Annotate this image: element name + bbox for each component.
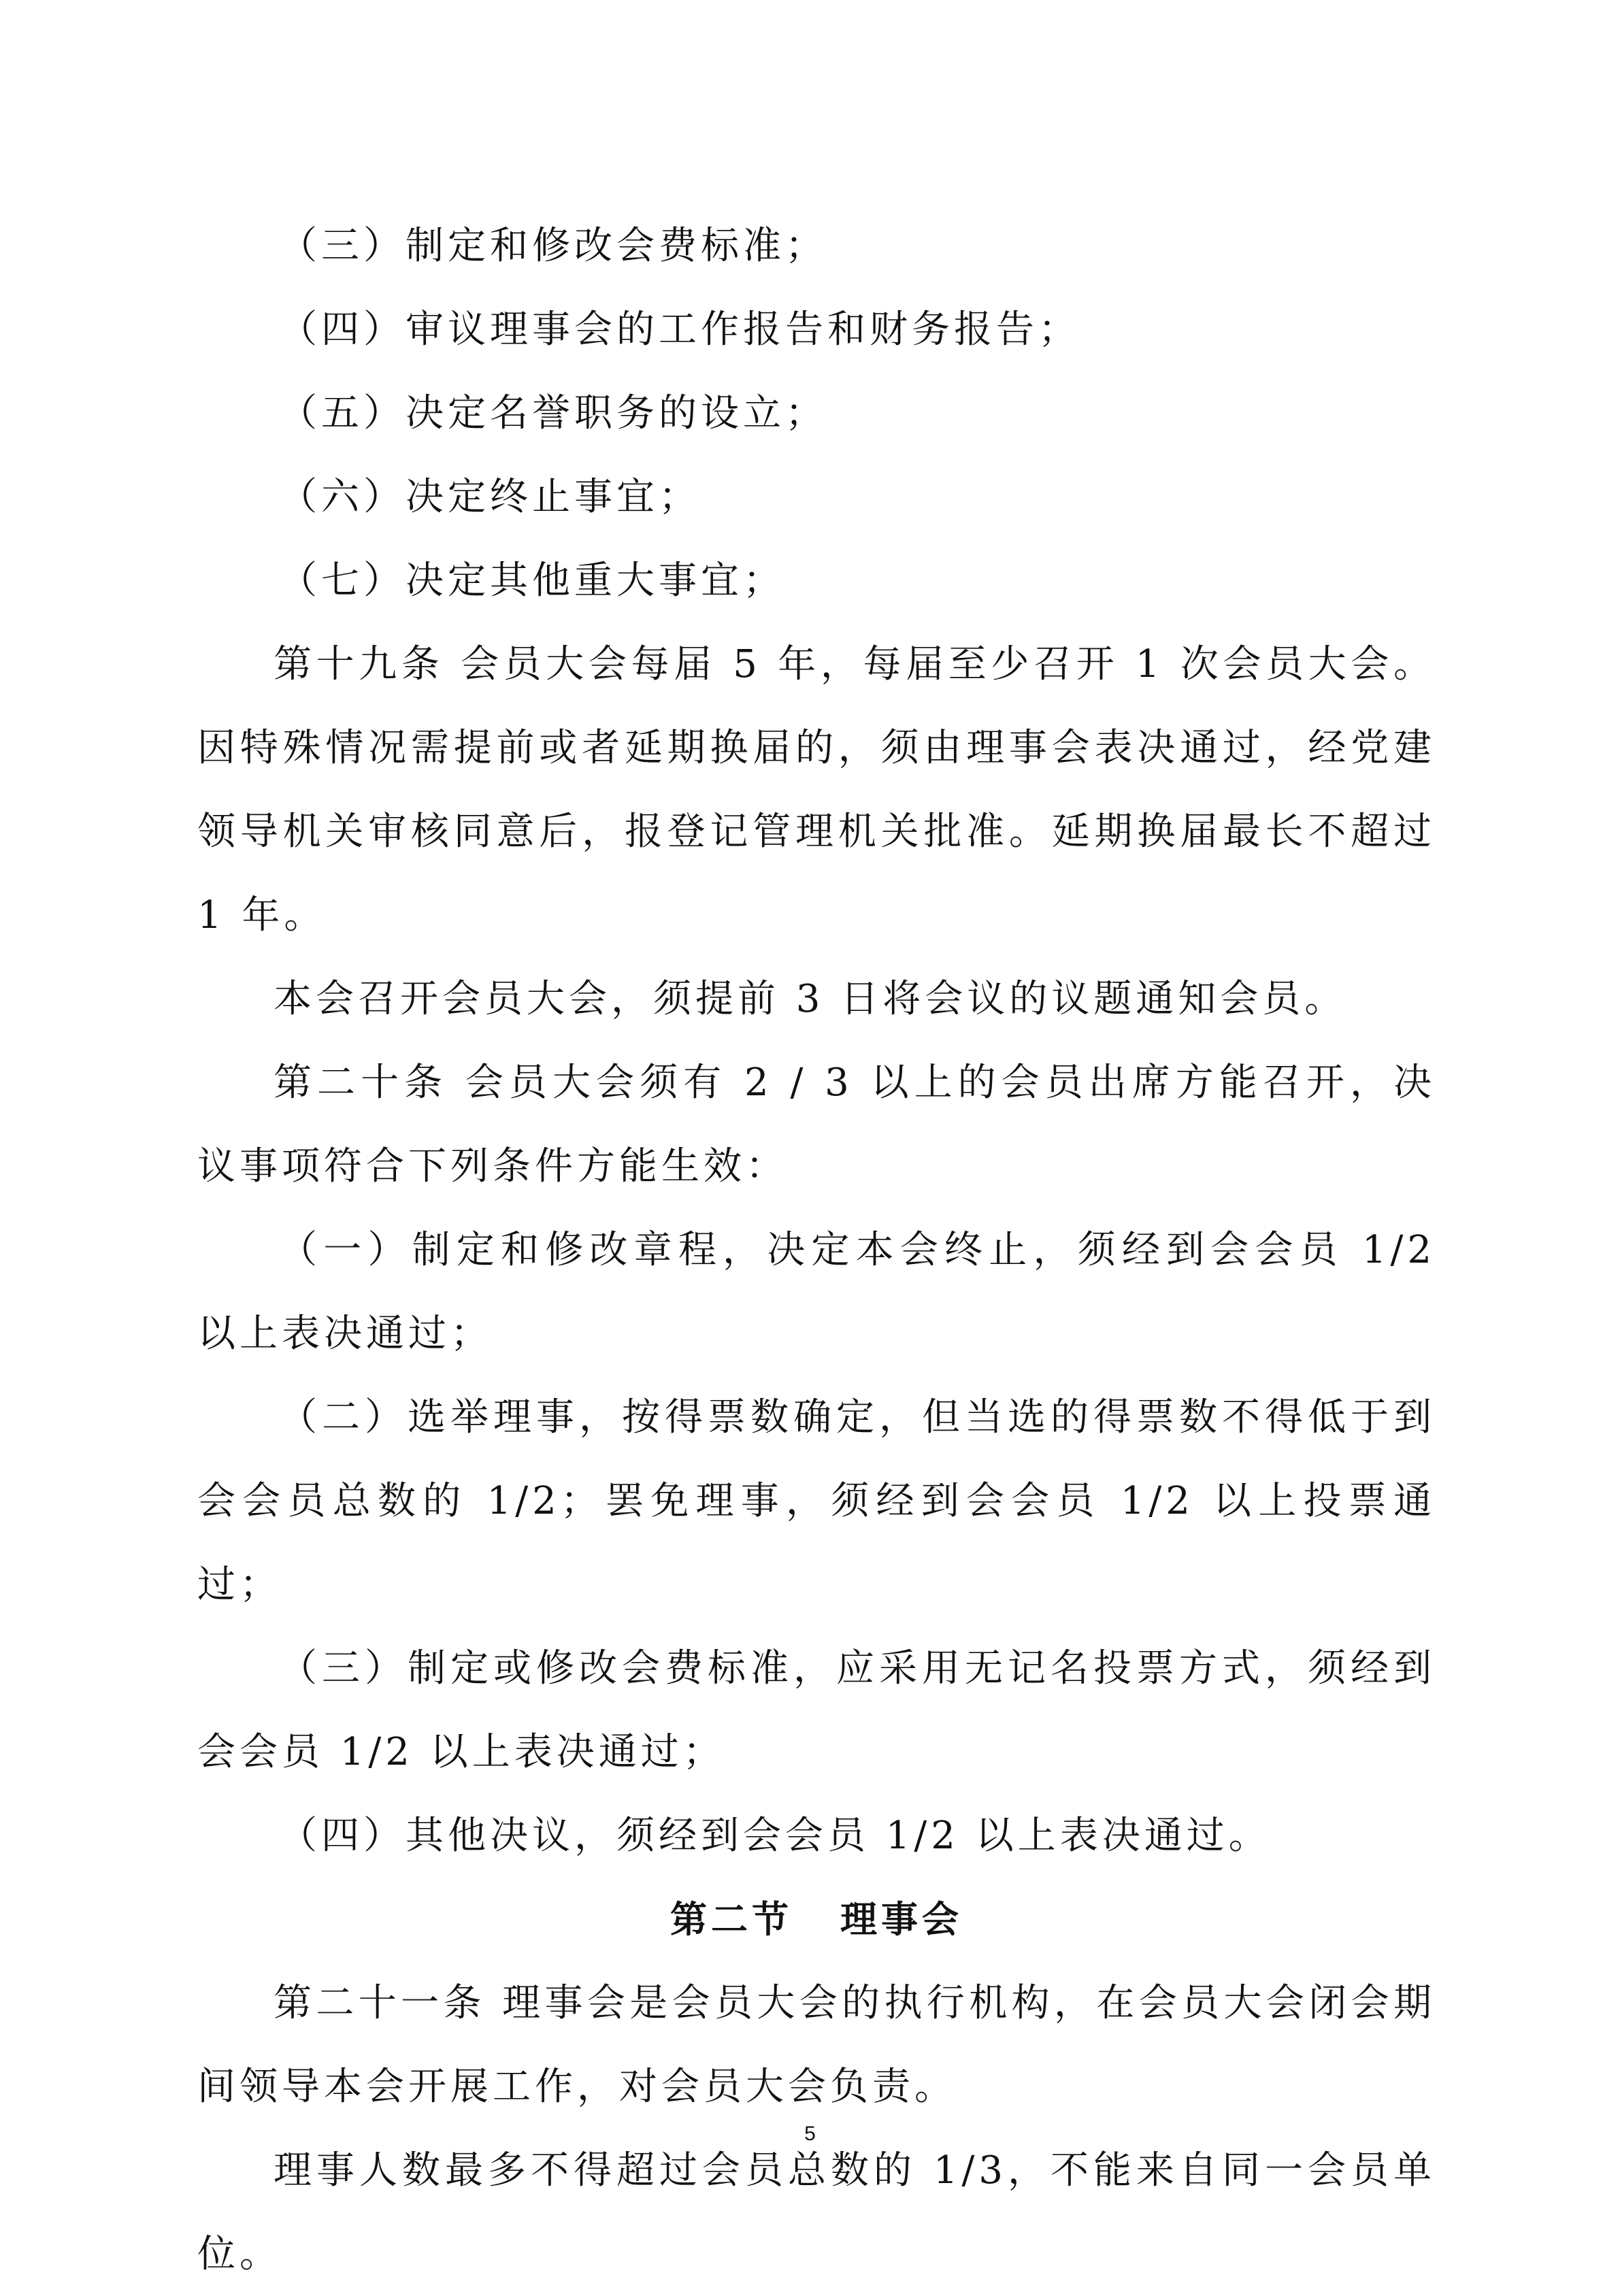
clause-item-7: （七）决定其他重大事宜； [279, 559, 785, 603]
clause-item-6: （六）决定终止事宜； [279, 475, 701, 519]
section-heading [197, 1878, 1436, 1961]
clause-item-4: （四）审议理事会的工作报告和财务报告； [279, 307, 1080, 352]
page-number: 5 [804, 2123, 816, 2145]
section-heading-title: 理事会 [840, 1897, 963, 1941]
article-19: 第十九条 会员大会每届 5 年，每届至少召开 1 次会员大会。因特殊情况需提前或者延期换届的，须由理事会表决通过，经党建领导机关审核同意后，报登记管理机关批准。延期换届最长不超过 1 年。 [197, 642, 1436, 937]
article-20-item-4: （四）其他决议，须经到会会员 1/2 以上表决通过。 [279, 1814, 1271, 1858]
clause-item-5: （五）决定名誉职务的设立； [279, 391, 827, 435]
document-page [197, 204, 1436, 2296]
section-heading-number: 第二节 [670, 1897, 793, 1941]
article-20-item-2: （二）选举理事，按得票数确定，但当选的得票数不得低于到会会员总数的 1/2；罢免理事，须经到会会员 1/2 以上投票通过； [197, 1395, 1436, 1607]
article-21-council-size: 理事人数最多不得超过会员总数的 1/3，不能来自同一会员单位。 [197, 2148, 1436, 2276]
article-21: 第二十一条 理事会是会员大会的执行机构，在会员大会闭会期间领导本会开展工作，对会员大会负责。 [197, 1981, 1436, 2109]
article-20-item-1: （一）制定和修改章程，决定本会终止，须经到会会员 1/2 以上表决通过； [197, 1228, 1436, 1356]
article-20: 第二十条 会员大会须有 2 / 3 以上的会员出席方能召开，决议事项符合下列条件方能生效： [197, 1061, 1436, 1188]
article-19-notice: 本会召开会员大会，须提前 3 日将会议的议题通知会员。 [274, 977, 1347, 1021]
clause-item-3: （三）制定和修改会费标准； [279, 224, 827, 268]
article-20-item-3: （三）制定或修改会费标准，应采用无记名投票方式，须经到会会员 1/2 以上表决通过； [197, 1646, 1436, 1774]
